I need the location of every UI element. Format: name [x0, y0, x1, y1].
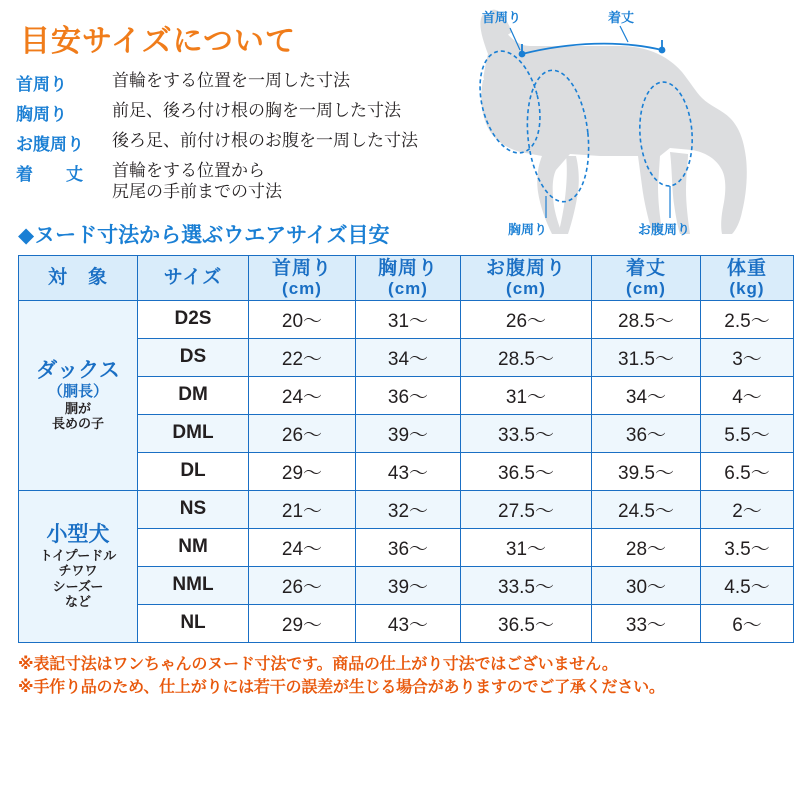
cell-belly: 27.5〜 — [461, 490, 592, 528]
table-header-row — [19, 255, 794, 300]
column-header-chest-unit: (cm) — [388, 278, 428, 298]
definition-description: 後ろ足、前付け根のお腹を一周した寸法 — [112, 131, 418, 150]
cell-weight: 6.5〜 — [701, 452, 794, 490]
column-header-belly-label: お腹周り — [485, 257, 566, 279]
cell-chest: 43〜 — [356, 604, 461, 642]
column-header-length — [592, 255, 701, 300]
cell-length: 34〜 — [592, 376, 701, 414]
label-length: 着丈 — [608, 10, 635, 25]
definition-description-line2: 尻尾の手前までの寸法 — [112, 182, 282, 202]
page-title: 目安サイズについて — [20, 25, 296, 58]
cell-length: 33〜 — [592, 604, 701, 642]
cell-length: 31.5〜 — [592, 338, 701, 376]
cell-belly: 36.5〜 — [461, 452, 592, 490]
cell-length: 24.5〜 — [592, 490, 701, 528]
column-header-belly — [461, 255, 592, 300]
column-header-length-unit: (cm) — [626, 278, 666, 298]
cell-weight: 3.5〜 — [701, 528, 794, 566]
label-chest: 胸周り — [508, 222, 548, 237]
definition-term: 胸周り — [16, 105, 67, 124]
section-heading: ◆ヌード寸法から選ぶウエアサイズ目安 — [18, 223, 390, 247]
label-belly: お腹周り — [638, 222, 691, 237]
table-header — [19, 255, 794, 300]
group-note-line3: シーズー — [52, 578, 104, 594]
definition-row — [16, 160, 784, 203]
column-header-weight-label: 体重 — [726, 257, 767, 279]
cell-neck: 26〜 — [249, 566, 356, 604]
column-header-target — [19, 255, 138, 300]
cell-size: D2S — [138, 300, 249, 338]
cell-belly: 36.5〜 — [461, 604, 592, 642]
cell-size: DM — [138, 376, 249, 414]
cell-chest: 43〜 — [356, 452, 461, 490]
column-header-chest — [356, 255, 461, 300]
column-header-target-label: 対 象 — [47, 267, 108, 289]
column-header-belly-unit: (cm) — [506, 278, 546, 298]
cell-chest: 36〜 — [356, 376, 461, 414]
cell-neck: 29〜 — [249, 452, 356, 490]
footnotes — [18, 653, 784, 699]
cell-size: NML — [138, 566, 249, 604]
group-note — [19, 548, 137, 610]
cell-neck: 20〜 — [249, 300, 356, 338]
group-main-label: 小型犬 — [46, 522, 110, 546]
definition-description: 首輪をする位置を一周した寸法 — [112, 71, 350, 90]
cell-belly: 33.5〜 — [461, 566, 592, 604]
cell-weight: 3〜 — [701, 338, 794, 376]
cell-chest: 31〜 — [356, 300, 461, 338]
definition-row — [16, 130, 784, 155]
cell-neck: 22〜 — [249, 338, 356, 376]
cell-belly: 31〜 — [461, 376, 592, 414]
column-header-size-label: サイズ — [163, 267, 223, 289]
column-header-size — [138, 255, 249, 300]
cell-neck: 29〜 — [249, 604, 356, 642]
cell-size: NS — [138, 490, 249, 528]
group-cell-dachshund — [19, 300, 138, 490]
definition-description-line1: 首輪をする位置から — [112, 161, 265, 180]
definition-term: お腹周り — [16, 135, 84, 154]
group-cell-small-dog — [19, 490, 138, 642]
definition-row — [16, 100, 784, 125]
cell-length: 39.5〜 — [592, 452, 701, 490]
cell-chest: 39〜 — [356, 414, 461, 452]
cell-weight: 5.5〜 — [701, 414, 794, 452]
definition-term: 首周り — [16, 75, 67, 94]
cell-chest: 36〜 — [356, 528, 461, 566]
cell-weight: 2.5〜 — [701, 300, 794, 338]
cell-size: DL — [138, 452, 249, 490]
definition-row — [16, 70, 784, 95]
cell-length: 36〜 — [592, 414, 701, 452]
group-note-line1: 胴が — [64, 400, 91, 416]
definition-description: 前足、後ろ付け根の胸を一周した寸法 — [112, 101, 401, 120]
definition-description — [112, 160, 282, 203]
group-sub-label: （胴長） — [47, 382, 108, 400]
cell-weight: 2〜 — [701, 490, 794, 528]
table-body — [19, 300, 794, 642]
definition-term: 着 丈 — [16, 165, 91, 184]
cell-neck: 26〜 — [249, 414, 356, 452]
cell-length: 30〜 — [592, 566, 701, 604]
cell-belly: 31〜 — [461, 528, 592, 566]
group-note — [19, 401, 137, 432]
cell-neck: 21〜 — [249, 490, 356, 528]
cell-belly: 33.5〜 — [461, 414, 592, 452]
footnote-1: ※表記寸法はワンちゃんのヌード寸法です。商品の仕上がり寸法ではございません。 — [18, 655, 618, 673]
cell-weight: 6〜 — [701, 604, 794, 642]
column-header-weight — [701, 255, 794, 300]
definition-list — [16, 70, 784, 203]
footnote-2: ※手作り品のため、仕上がりには若干の誤差が生じる場合がありますのでご了承ください。 — [18, 678, 665, 696]
size-table — [18, 255, 794, 643]
column-header-neck-unit: (cm) — [282, 278, 322, 298]
label-neck-top: 首周り — [482, 10, 522, 25]
group-note-line1: トイプードル — [39, 547, 117, 563]
group-main-label: ダックス — [36, 358, 120, 382]
column-header-neck-label: 首周り — [271, 257, 332, 279]
cell-chest: 32〜 — [356, 490, 461, 528]
cell-weight: 4〜 — [701, 376, 794, 414]
table-row — [19, 300, 794, 338]
cell-neck: 24〜 — [249, 528, 356, 566]
cell-length: 28〜 — [592, 528, 701, 566]
cell-size: DS — [138, 338, 249, 376]
cell-belly: 26〜 — [461, 300, 592, 338]
cell-size: NM — [138, 528, 249, 566]
cell-chest: 39〜 — [356, 566, 461, 604]
cell-length: 28.5〜 — [592, 300, 701, 338]
cell-size: DML — [138, 414, 249, 452]
cell-neck: 24〜 — [249, 376, 356, 414]
column-header-length-label: 着丈 — [625, 257, 666, 279]
table-row — [19, 490, 794, 528]
column-header-weight-unit: (kg) — [729, 278, 765, 298]
cell-weight: 4.5〜 — [701, 566, 794, 604]
column-header-chest-label: 胸周り — [377, 257, 438, 279]
group-note-line4: など — [64, 594, 91, 610]
group-note-line2: 長めの子 — [51, 416, 104, 432]
group-note-line2: チワワ — [58, 563, 98, 579]
cell-chest: 34〜 — [356, 338, 461, 376]
cell-size: NL — [138, 604, 249, 642]
column-header-neck — [249, 255, 356, 300]
cell-belly: 28.5〜 — [461, 338, 592, 376]
